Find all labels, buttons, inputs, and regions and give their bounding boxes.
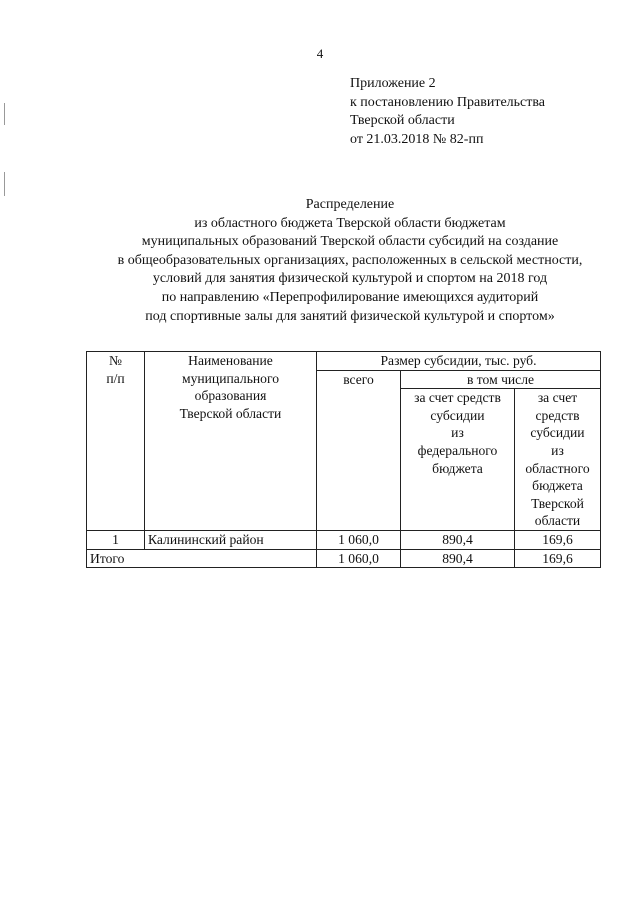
header-municipality: Наименование муниципального образования Тверской области [145, 352, 317, 531]
title-line: под спортивные залы для занятий физической культурой и спортом» [145, 308, 555, 324]
document-title [60, 196, 640, 326]
header-federal: за счет средств субсидии из федерального бюджета [401, 389, 515, 531]
row-municipality: Калининский район [145, 530, 317, 549]
header-regional: за счет средств субсидии из областного бюджета Тверской области [515, 389, 601, 531]
appendix-line: к постановлению Правительства [350, 94, 546, 110]
margin-mark [4, 172, 5, 196]
page-number: 4 [316, 46, 324, 61]
title-line: Распределение [305, 197, 395, 212]
title-line: в общеобразовательных организациях, расположенных в сельской местности, [117, 252, 583, 268]
title-line: условий для занятия физической культурой и спортом на 2018 год [152, 271, 548, 287]
total-sum: 1 060,0 [317, 549, 401, 568]
appendix-block [350, 75, 545, 149]
header-subsidy-size: Размер субсидии, тыс. руб. [317, 352, 601, 371]
title-line: из областного бюджета Тверской области бюджетам [194, 215, 506, 231]
table-header-row [87, 352, 601, 371]
subsidy-table [86, 351, 601, 568]
header-including: в том числе [401, 370, 601, 389]
appendix-line: от 21.03.2018 № 82-пп [350, 131, 484, 147]
margin-mark [4, 103, 5, 125]
row-federal: 890,4 [401, 530, 515, 549]
row-total: 1 060,0 [317, 530, 401, 549]
row-regional: 169,6 [515, 530, 601, 549]
title-line: муниципальных образований Тверской области субсидий на создание [141, 234, 559, 250]
appendix-line: Приложение 2 [350, 76, 436, 91]
header-number: № п/п [87, 352, 145, 531]
total-federal: 890,4 [401, 549, 515, 568]
table-row [87, 530, 601, 549]
total-regional: 169,6 [515, 549, 601, 568]
appendix-line: Тверской области [350, 113, 455, 128]
table-total-row [87, 549, 601, 568]
row-number: 1 [87, 530, 145, 549]
title-line: по направлению «Перепрофилирование имеющихся аудиторий [161, 289, 539, 305]
header-total: всего [317, 370, 401, 530]
total-label: Итого [87, 549, 317, 568]
